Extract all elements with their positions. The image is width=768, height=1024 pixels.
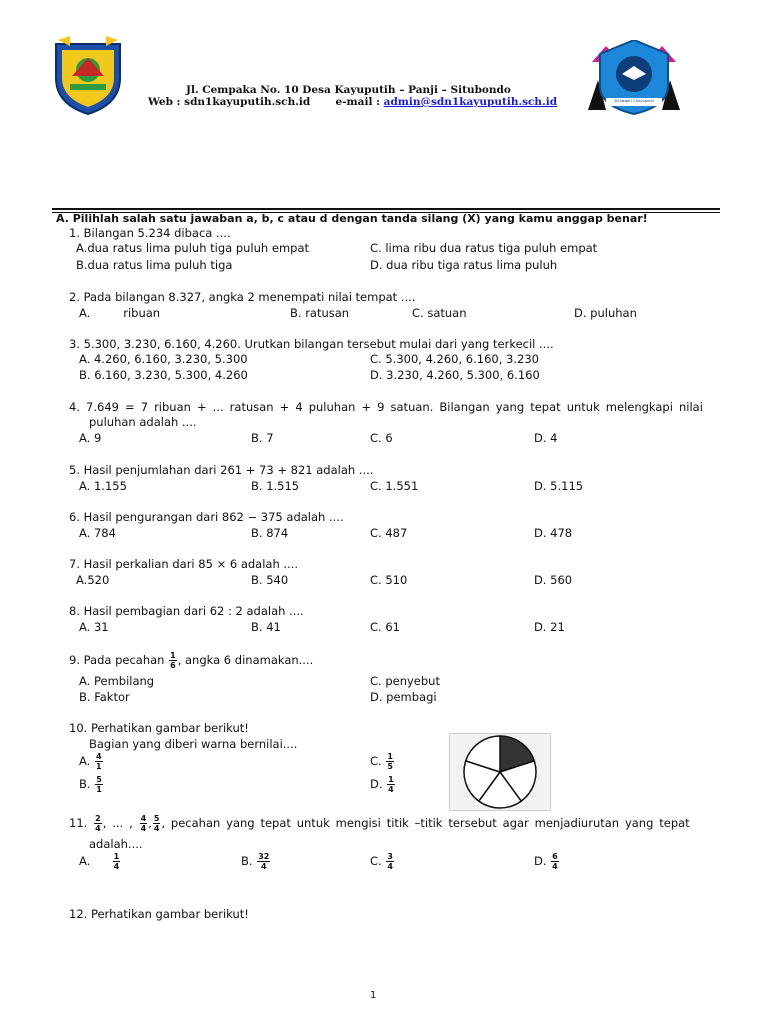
q11-option-b-fraction [257,852,270,871]
email-label: e-mail : [335,96,380,108]
school-emblem-icon [586,40,682,116]
page-number: 1 [370,990,377,1001]
q3-option-b[interactable]: B. 6.160, 3.230, 5.300, 4.260 [79,368,248,382]
frac-denominator: 1 [96,785,102,794]
q10-text-line2: Bagian yang diberi warna bernilai.... [89,737,298,751]
q10-option-c-fraction [386,752,394,771]
q4-option-a[interactable]: A. 9 [79,431,102,445]
q3-text: 3. 5.300, 3.230, 6.160, 4.260. Urutkan bilangan tersebut mulai dari yang terkecil .... [69,337,554,351]
q6-option-b[interactable]: B. 874 [251,526,289,540]
q11-fraction-3 [153,814,161,833]
q9-option-c[interactable]: C. penyebut [370,674,440,688]
q4-text: 4. 7.649 = 7 ribuan + ... ratusan + 4 puluhan + 9 satuan. Bilangan yang tepat untuk melengkapi nilai [69,400,703,414]
q4-option-d[interactable]: D. 4 [534,431,558,445]
q11-text-line2: adalah.... [89,837,143,851]
q8-option-d[interactable]: D. 21 [534,620,565,634]
q6-option-a[interactable]: A. 784 [79,526,116,540]
q6-option-d[interactable]: D. 478 [534,526,573,540]
q12-text: 12. Perhatikan gambar berikut! [69,907,249,921]
q11-option-b-label: B. [241,854,253,868]
frac-numerator: 1 [388,775,394,784]
q11-fraction-1 [94,814,102,833]
q10-option-d[interactable] [370,775,396,794]
frac-denominator: 5 [387,762,393,771]
q11-option-a[interactable] [79,852,121,871]
q10-option-b-label: B. [79,777,91,791]
q10-option-a[interactable] [79,752,104,771]
q4-option-b[interactable]: B. 7 [251,431,274,445]
q11-number: 11. [69,816,88,830]
q10-pie-figure [449,733,551,811]
q9-fraction [169,651,177,670]
q3-option-d[interactable]: D. 3.230, 4.260, 5.300, 6.160 [370,368,540,382]
q8-option-c[interactable]: C. 61 [370,620,400,634]
q11-option-d-label: D. [534,854,547,868]
q8-text: 8. Hasil pembagian dari 62 : 2 adalah .... [69,604,304,618]
frac-denominator: 4 [95,824,101,833]
q10-option-c[interactable] [370,752,395,771]
q7-option-d[interactable]: D. 560 [534,573,573,587]
school-address: Jl. Cempaka No. 10 Desa Kayuputih – Panji – Situbondo [186,84,511,96]
frac-denominator: 4 [388,785,394,794]
q3-option-a[interactable]: A. 4.260, 6.160, 3.230, 5.300 [79,352,248,366]
q8-option-b[interactable]: B. 41 [251,620,281,634]
frac-denominator: 4 [260,862,267,871]
q9-text-post: , angka 6 dinamakan.... [177,653,314,667]
web-label: Web : [148,96,181,108]
q8-option-a[interactable]: A. 31 [79,620,109,634]
q4-option-c[interactable]: C. 6 [370,431,393,445]
q1-option-d[interactable]: D. dua ribu tiga ratus lima puluh [370,258,558,272]
section-title: A. Pilihlah salah satu jawaban a, b, c atau d dengan tanda silang (X) yang kamu anggap benar! [56,212,648,225]
q11-text: 11. $\frac{2}{4}$ , ... , $\frac{4}{4}$ , $\frac{5}{4}$ , pecahan yang tepat untuk mengisi titik –titik tersebut agar menjadiurutan yang tepat [69,814,690,833]
q11-fraction-2 [140,814,148,833]
q9-option-d[interactable]: D. pembagi [370,690,437,704]
q1-option-b[interactable]: B.dua ratus lima puluh tiga [76,258,233,272]
contact-line [148,96,557,108]
web-address: sdn1kayuputih.sch.id [184,96,311,108]
frac-numerator: 5 [153,814,160,823]
q5-option-a[interactable]: A. 1.155 [79,479,127,493]
q2-option-c[interactable]: C. satuan [412,306,467,320]
email-link[interactable]: admin@sdn1kayuputih.sch.id [383,96,558,108]
q3-option-c[interactable]: C. 5.300, 4.260, 6.160, 3.230 [370,352,539,366]
q10-option-a-label: A. [79,754,91,768]
q11-option-a-fraction [113,852,121,871]
q6-option-c[interactable]: C. 487 [370,526,408,540]
q5-option-b[interactable]: B. 1.515 [251,479,300,493]
frac-denominator: 1 [95,762,102,771]
q11-option-a-label: A. [79,854,91,868]
q11-option-b[interactable] [241,852,271,871]
q11-dots: , ... , [102,816,133,830]
q11-option-c-label: C. [370,854,382,868]
q10-option-d-label: D. [370,777,383,791]
q2-option-b[interactable]: B. ratusan [290,306,350,320]
q4-text-line2: puluhan adalah .... [89,415,197,429]
frac-numerator: 5 [96,775,102,784]
q7-option-b[interactable]: B. 540 [251,573,289,587]
q10-pie-chart [450,734,550,810]
q10-option-b-fraction [95,775,103,794]
frac-numerator: 1 [387,752,393,761]
q10-option-b[interactable] [79,775,104,794]
q6-text: 6. Hasil pengurangan dari 862 − 375 adalah .... [69,510,344,524]
q9-frac-denominator: 6 [170,661,176,670]
q10-option-d-fraction [387,775,395,794]
q9-text-pre: 9. Pada pecahan [69,653,165,667]
q11-option-c[interactable] [370,852,395,871]
frac-numerator: 3 [387,852,393,861]
frac-numerator: 4 [95,752,102,761]
q5-option-d[interactable]: D. 5.115 [534,479,584,493]
q11-text-body: , pecahan yang tepat untuk mengisi titik –titik tersebut agar menjadiurutan yang tepat [161,816,690,830]
q1-text: 1. Bilangan 5.234 dibaca .... [69,226,231,240]
frac-numerator: 4 [140,814,147,823]
q9-option-a[interactable]: A. Pembilang [79,674,155,688]
q1-option-a[interactable]: A.dua ratus lima puluh tiga puluh empat [76,241,309,255]
frac-denominator: 4 [387,862,393,871]
q2-text: 2. Pada bilangan 8.327, angka 2 menempati nilai tempat .... [69,290,416,304]
q2-option-a[interactable]: A. ribuan [79,306,161,320]
q2-option-d[interactable]: D. puluhan [574,306,637,320]
q10-option-a-fraction [95,752,103,771]
q10-option-c-label: C. [370,754,382,768]
q9-frac-numerator: 1 [170,651,176,660]
q10-text: 10. Perhatikan gambar berikut! [69,721,249,735]
frac-numerator: 6 [552,852,558,861]
school-emblem-caption: SD Negeri 1 Kayuputih [614,99,654,103]
frac-denominator: 4 [140,824,147,833]
q1-option-c[interactable]: C. lima ribu dua ratus tiga puluh empat [370,241,598,255]
frac-numerator: 32 [258,852,270,861]
frac-numerator: 1 [113,852,120,861]
q7-option-c[interactable]: C. 510 [370,573,408,587]
q5-text: 5. Hasil penjumlahan dari 261 + 73 + 821 adalah .... [69,463,374,477]
header-rule-thick [52,208,720,210]
q11-option-d-fraction [551,852,559,871]
q5-option-c[interactable]: C. 1.551 [370,479,419,493]
frac-denominator: 4 [552,862,558,871]
q7-text: 7. Hasil perkalian dari 85 × 6 adalah .... [69,557,299,571]
frac-denominator: 4 [153,824,160,833]
q11-option-c-fraction [386,852,394,871]
q9-option-b[interactable]: B. Faktor [79,690,130,704]
frac-denominator: 4 [113,862,120,871]
q7-option-a[interactable]: A.520 [76,573,110,587]
frac-numerator: 2 [95,814,101,823]
q11-option-d[interactable] [534,852,560,871]
regency-crest-icon [50,36,126,116]
q9-text [69,651,313,670]
